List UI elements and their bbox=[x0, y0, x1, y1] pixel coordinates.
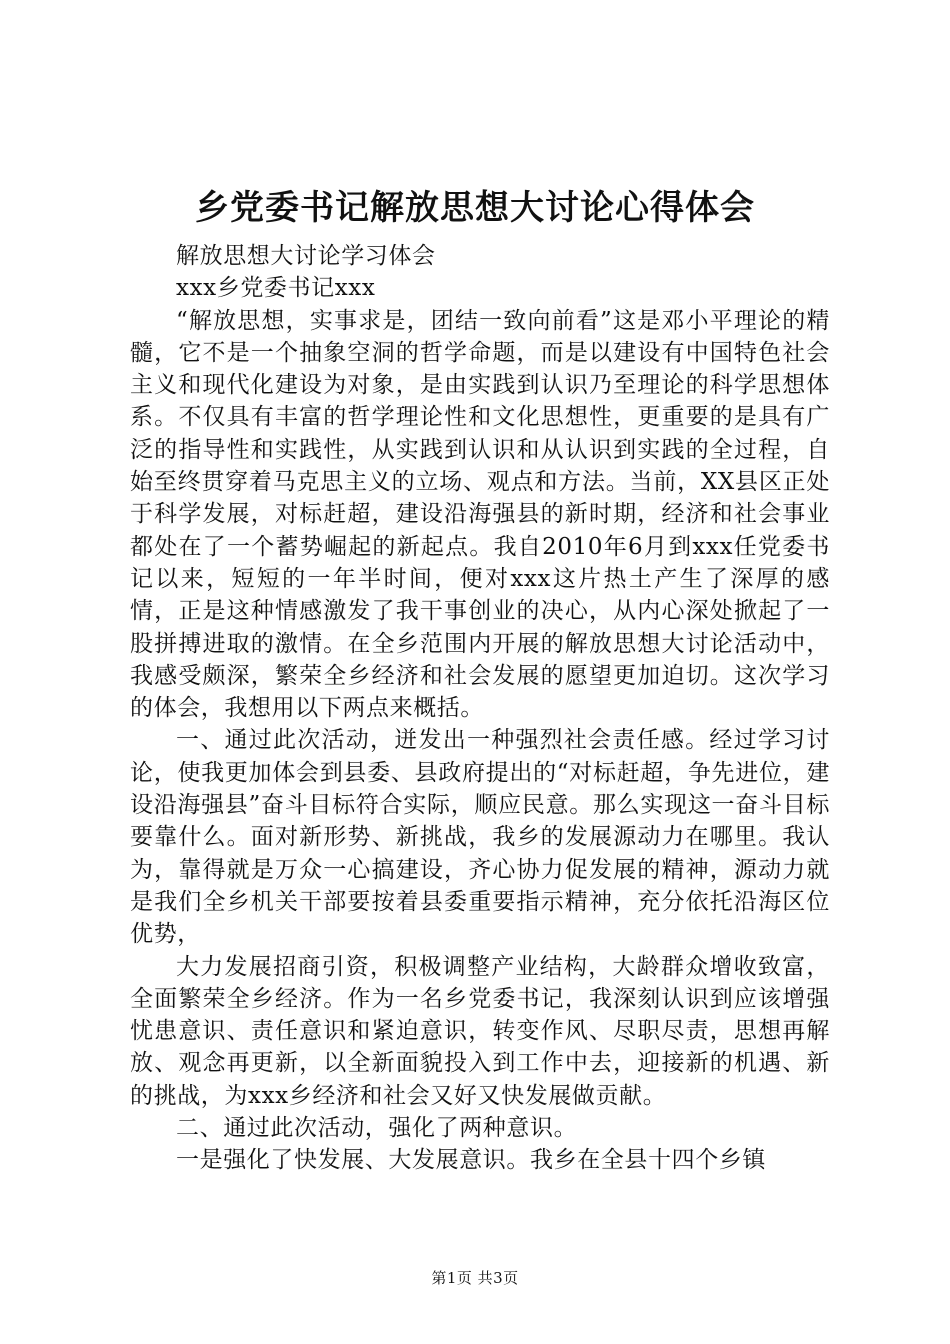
paragraph-intro: “解放思想，实事求是，团结一致向前看”这是邓小平理论的精髓，它不是一个抽象空洞的哲学命题，而是以建设有中国特色社会主义和现代化建设为对象，是由实践到认识乃至理论的科学思想体系。不仅具有丰富的哲学理论性和文化思想性，更重要的是具有广泛的指导性和实践性，从实践到认识和从认识到实践的全过程，自始至终贯穿着马克思主义的立场、观点和方法。当前，XX县区正处于科学发展，对标赶超，建设沿海强县的新时期，经济和社会事业都处在了一个蓄势崛起的新起点。我自2010年6月到xxx任党委书记以来，短短的一年半时间，便对xxx这片热土产生了深厚的感情，正是这种情感激发了我干事创业的决心，从内心深处掀起了一股拼搏进取的激情。在全乡范围内开展的解放思想大讨论活动中，我感受颇深，繁荣全乡经济和社会发展的愿望更加迫切。这次学习的体会，我想用以下两点来概括。 bbox=[130, 307, 830, 722]
paragraph-section-two: 二、通过此次活动，强化了两种意识。 bbox=[176, 1115, 578, 1142]
document-title: 乡党委书记解放思想大讨论心得体会 bbox=[195, 188, 755, 228]
subtitle: 解放思想大讨论学习体会 bbox=[176, 243, 436, 269]
author-line: xxx乡党委书记xxx bbox=[176, 275, 376, 302]
document-body bbox=[130, 240, 830, 1177]
paragraph-section-one-cont: 大力发展招商引资，积极调整产业结构，大龄群众增收致富，全面繁荣全乡经济。作为一名乡党委书记，我深刻认识到应该增强忧患意识、责任意识和紧迫意识，转变作风、尽职尽责，思想再解放、观念再更新，以全新面貌投入到工作中去，迎接新的机遇、新的挑战，为xxx乡经济和社会又好又快发展做贡献。 bbox=[130, 953, 830, 1109]
paragraph-point-one: 一是强化了快发展、大发展意识。我乡在全县十四个乡镇 bbox=[176, 1147, 766, 1174]
page-number: 第1页 共3页 bbox=[431, 1269, 519, 1287]
paragraph-section-one: 一、通过此次活动，迸发出一种强烈社会责任感。经过学习讨论，使我更加体会到县委、县政府提出的“对标赶超，争先进位，建设沿海强县”奋斗目标符合实际，顺应民意。那么实现这一奋斗目标要靠什么。面对新形势、新挑战，我乡的发展源动力在哪里。我认为，靠得就是万众一心搞建设，齐心协力促发展的精神，源动力就是我们全乡机关干部要按着县委重要指示精神，充分依托沿海区位优势， bbox=[130, 727, 830, 948]
